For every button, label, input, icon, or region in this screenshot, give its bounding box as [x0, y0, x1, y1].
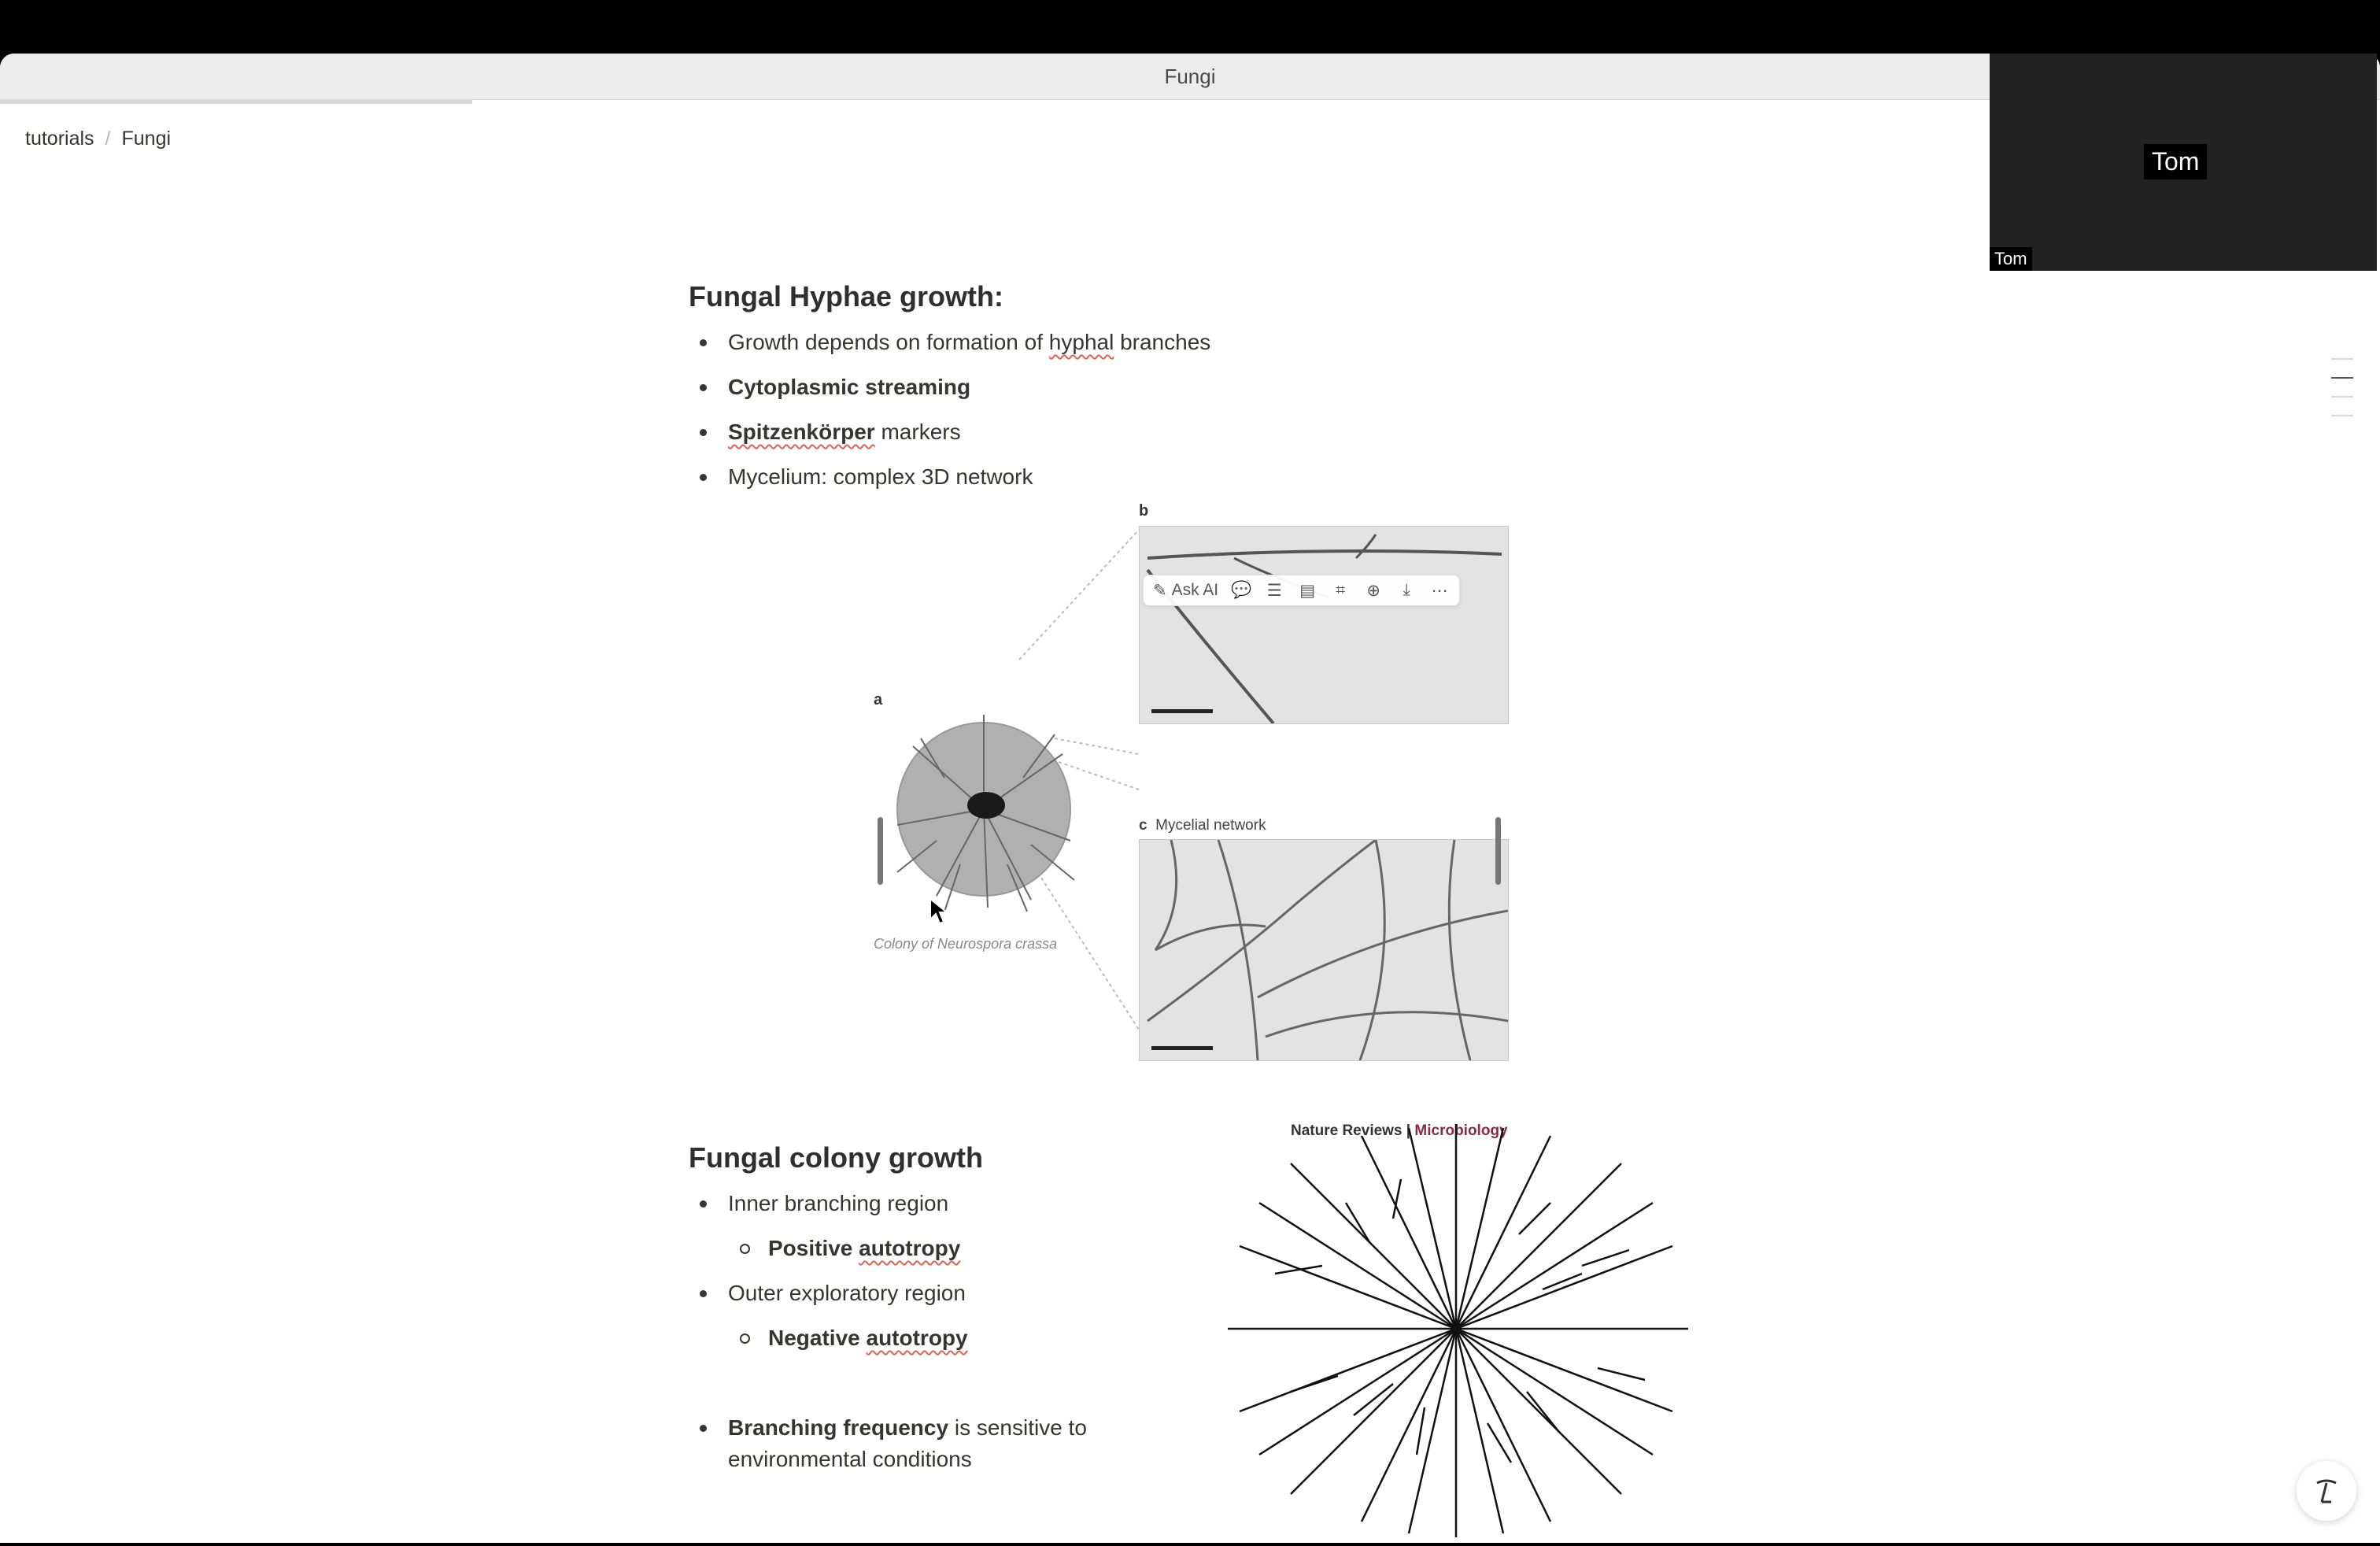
- hyphae-figure[interactable]: [866, 502, 1519, 1139]
- comment-icon[interactable]: 💬: [1231, 581, 1252, 599]
- browser-window: [0, 54, 2380, 1543]
- align-center-icon[interactable]: ☰: [1266, 581, 1282, 600]
- list-item: Outer exploratory region: [689, 1278, 1087, 1309]
- colony-image: [866, 691, 1094, 927]
- toc-item-active[interactable]: [2331, 377, 2353, 379]
- panel-c-label: c Mycelial network: [1139, 817, 1266, 834]
- download-icon[interactable]: ⤓: [1402, 581, 1410, 599]
- image-resize-handle-left[interactable]: [878, 817, 883, 885]
- hyphae-microscopy-image: [1139, 526, 1509, 724]
- breadcrumb-root[interactable]: tutorials: [25, 128, 94, 150]
- loading-bar: [0, 99, 472, 104]
- mouse-cursor-icon: [929, 897, 949, 926]
- list-item: Cytoplasmic streaming: [689, 372, 1210, 403]
- ai-face-icon: [2311, 1475, 2342, 1507]
- toc-item[interactable]: [2331, 358, 2353, 360]
- list-item: Inner branching region: [689, 1188, 1087, 1219]
- list-item: Mycelium: complex 3D network: [689, 461, 1210, 493]
- ask-ai-button[interactable]: ✎ Ask AI: [1153, 581, 1219, 600]
- hyphae-bullet-list: [689, 327, 1210, 506]
- table-of-contents-indicator[interactable]: [2331, 358, 2353, 434]
- participant-name-label: Tom: [1990, 247, 2032, 271]
- section-heading-colony: Fungal colony growth: [689, 1141, 983, 1174]
- breadcrumb: [25, 128, 171, 150]
- image-toolbar: [1143, 575, 1460, 606]
- caption-icon[interactable]: ▤: [1299, 581, 1316, 600]
- list-item: Negative autotropy: [689, 1322, 1087, 1354]
- participant-name-overlay: Tom: [2144, 144, 2207, 179]
- colony-branching-diagram: [1204, 1108, 1708, 1543]
- list-item: Branching frequency is sensitive to environmental conditions: [689, 1412, 1087, 1475]
- video-participant-tile[interactable]: [1990, 54, 2377, 271]
- panel-b-label: b: [1139, 502, 1149, 520]
- ai-icon: ✎: [1153, 581, 1167, 600]
- list-item: Spitzenkörper markers: [689, 416, 1210, 448]
- breadcrumb-current[interactable]: Fungi: [121, 128, 172, 150]
- list-item: Growth depends on formation of hyphal branches: [689, 327, 1210, 358]
- ai-assistant-button[interactable]: [2297, 1461, 2356, 1521]
- toc-item[interactable]: [2331, 396, 2353, 398]
- section-heading-hyphae: Fungal Hyphae growth:: [689, 280, 1003, 313]
- image-resize-handle-right[interactable]: [1495, 817, 1501, 885]
- colony-caption: Colony of Neurospora crassa: [874, 936, 1058, 952]
- zoom-icon[interactable]: ⊕: [1366, 581, 1380, 600]
- colony-bullet-list: [689, 1188, 1087, 1489]
- toc-item[interactable]: [2331, 415, 2353, 416]
- breadcrumb-separator: /: [105, 128, 111, 150]
- list-item: Positive autotropy: [689, 1233, 1087, 1264]
- crop-icon[interactable]: ⌗: [1336, 581, 1346, 599]
- window-title: Fungi: [0, 54, 2380, 100]
- figure-source: Nature Reviews | Microbiology: [1291, 1123, 1508, 1139]
- panel-a-label: a: [874, 691, 883, 708]
- more-options-icon[interactable]: ⋯: [1431, 581, 1448, 600]
- mycelial-network-image: [1139, 839, 1509, 1061]
